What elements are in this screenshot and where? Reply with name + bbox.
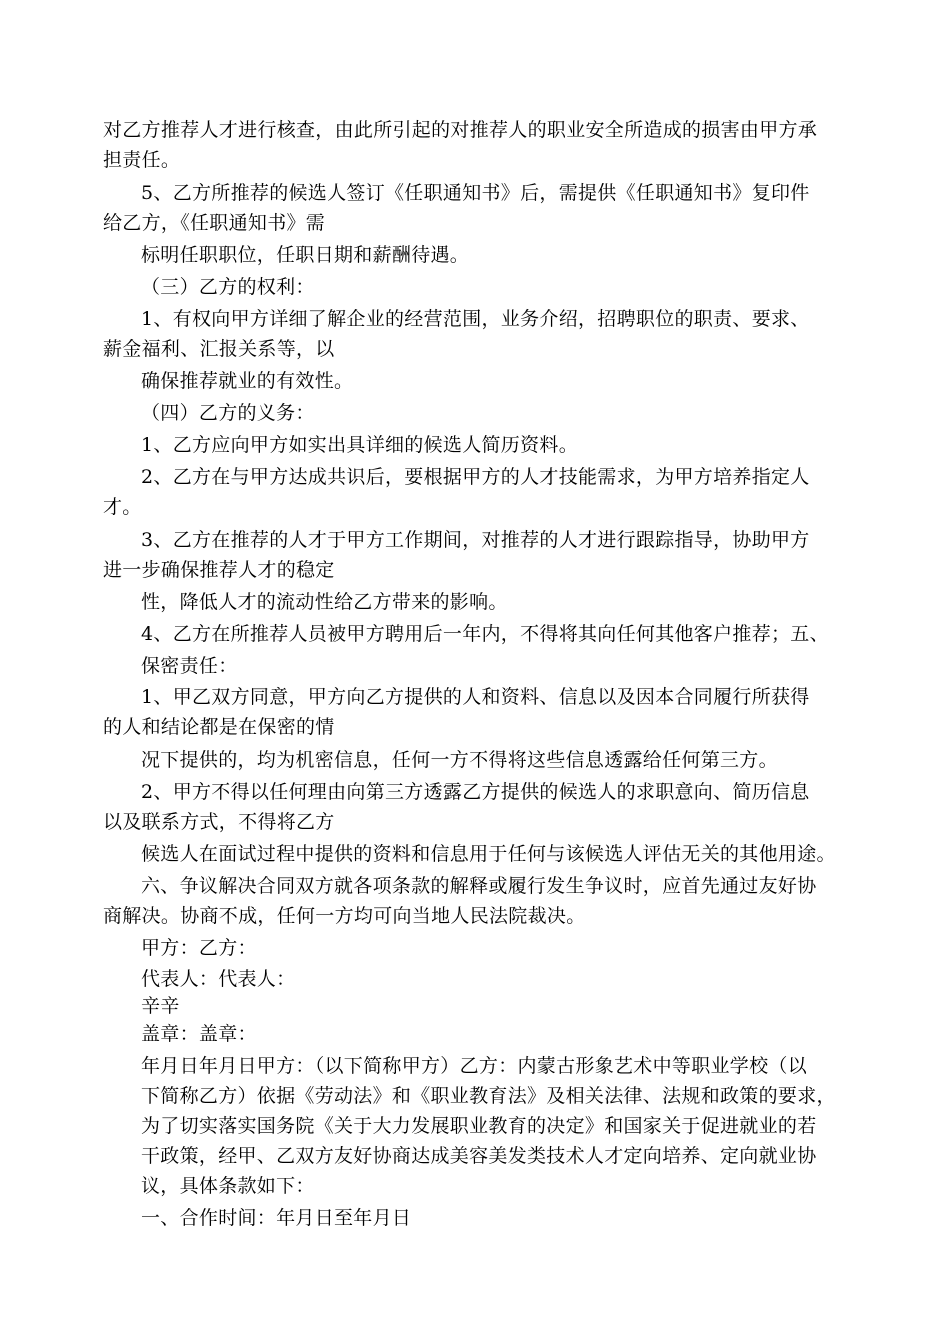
text-line: 给乙方，《任职通知书》需: [103, 212, 326, 234]
text-line: 2、甲方不得以任何理由向第三方透露乙方提供的候选人的求职意向、简历信息: [141, 781, 810, 803]
text-line: 况下提供的，均为机密信息，任何一方不得将这些信息透露给任何第三方。: [141, 749, 778, 771]
text-line: 进一步确保推荐人才的稳定: [103, 559, 335, 581]
text-line: 2、乙方在与甲方达成共识后，要根据甲方的人才技能需求，为甲方培养指定人: [141, 466, 810, 488]
text-line: 4、乙方在所推荐人员被甲方聘用后一年内，不得将其向任何其他客户推荐；五、: [141, 623, 829, 645]
text-line: 年月日年月日甲方：（以下简称甲方）乙方：内蒙古形象艺术中等职业学校（以: [141, 1055, 808, 1077]
signature-name-line: 辛辛: [141, 995, 180, 1017]
text-line: 标明任职职位，任职日期和薪酬待遇。: [141, 244, 470, 266]
text-line: 商解决。协商不成，任何一方均可向当地人民法院裁决。: [103, 905, 586, 927]
text-line: 一、合作时间：年月日至年月日: [141, 1207, 412, 1229]
text-line: 担责任。: [103, 149, 181, 171]
text-line: 性，降低人才的流动性给乙方带来的影响。: [141, 591, 508, 613]
section-heading: 保密责任：: [141, 655, 238, 677]
text-line: 候选人在面试过程中提供的资料和信息用于任何与该候选人评估无关的其他用途。: [141, 843, 836, 865]
text-line: 议，具体条款如下：: [141, 1175, 315, 1197]
section-heading: （四）乙方的义务：: [141, 402, 315, 424]
text-line: 六、争议解决合同双方就各项条款的解释或履行发生争议时，应首先通过友好协: [141, 875, 817, 897]
text-line: 的人和结论都是在保密的情: [103, 716, 335, 738]
text-line: 对乙方推荐人才进行核查，由此所引起的对推荐人的职业安全所造成的损害由甲方承: [103, 119, 818, 141]
text-line: 3、乙方在推荐的人才于甲方工作期间，对推荐的人才进行跟踪指导，协助甲方: [141, 529, 810, 551]
text-line: 1、有权向甲方详细了解企业的经营范围，业务介绍，招聘职位的职责、要求、: [141, 308, 810, 330]
text-line: 5、乙方所推荐的候选人签订《任职通知书》后，需提供《任职通知书》复印件: [141, 182, 810, 204]
signature-party-line: 甲方：乙方：: [141, 937, 257, 959]
text-line: 为了切实落实国务院《关于大力发展职业教育的决定》和国家关于促进就业的若: [141, 1115, 817, 1137]
text-line: 干政策，经甲、乙双方友好协商达成美容美发类技术人才定向培养、定向就业协: [141, 1145, 817, 1167]
text-line: 才。: [103, 496, 142, 518]
section-heading: （三）乙方的权利：: [141, 276, 315, 298]
text-line: 薪金福利、汇报关系等，以: [103, 338, 335, 360]
text-line: 1、乙方应向甲方如实出具详细的候选人简历资料。: [141, 434, 578, 456]
text-line: 下简称乙方）依据《劳动法》和《职业教育法》及相关法律、法规和政策的要求，: [141, 1085, 836, 1107]
signature-representative-line: 代表人：代表人：: [141, 968, 296, 990]
text-line: 确保推荐就业的有效性。: [141, 370, 354, 392]
text-line: 1、甲乙双方同意，甲方向乙方提供的人和资料、信息以及因本合同履行所获得: [141, 686, 810, 708]
text-line: 以及联系方式，不得将乙方: [103, 811, 335, 833]
signature-seal-line: 盖章：盖章：: [141, 1023, 257, 1045]
